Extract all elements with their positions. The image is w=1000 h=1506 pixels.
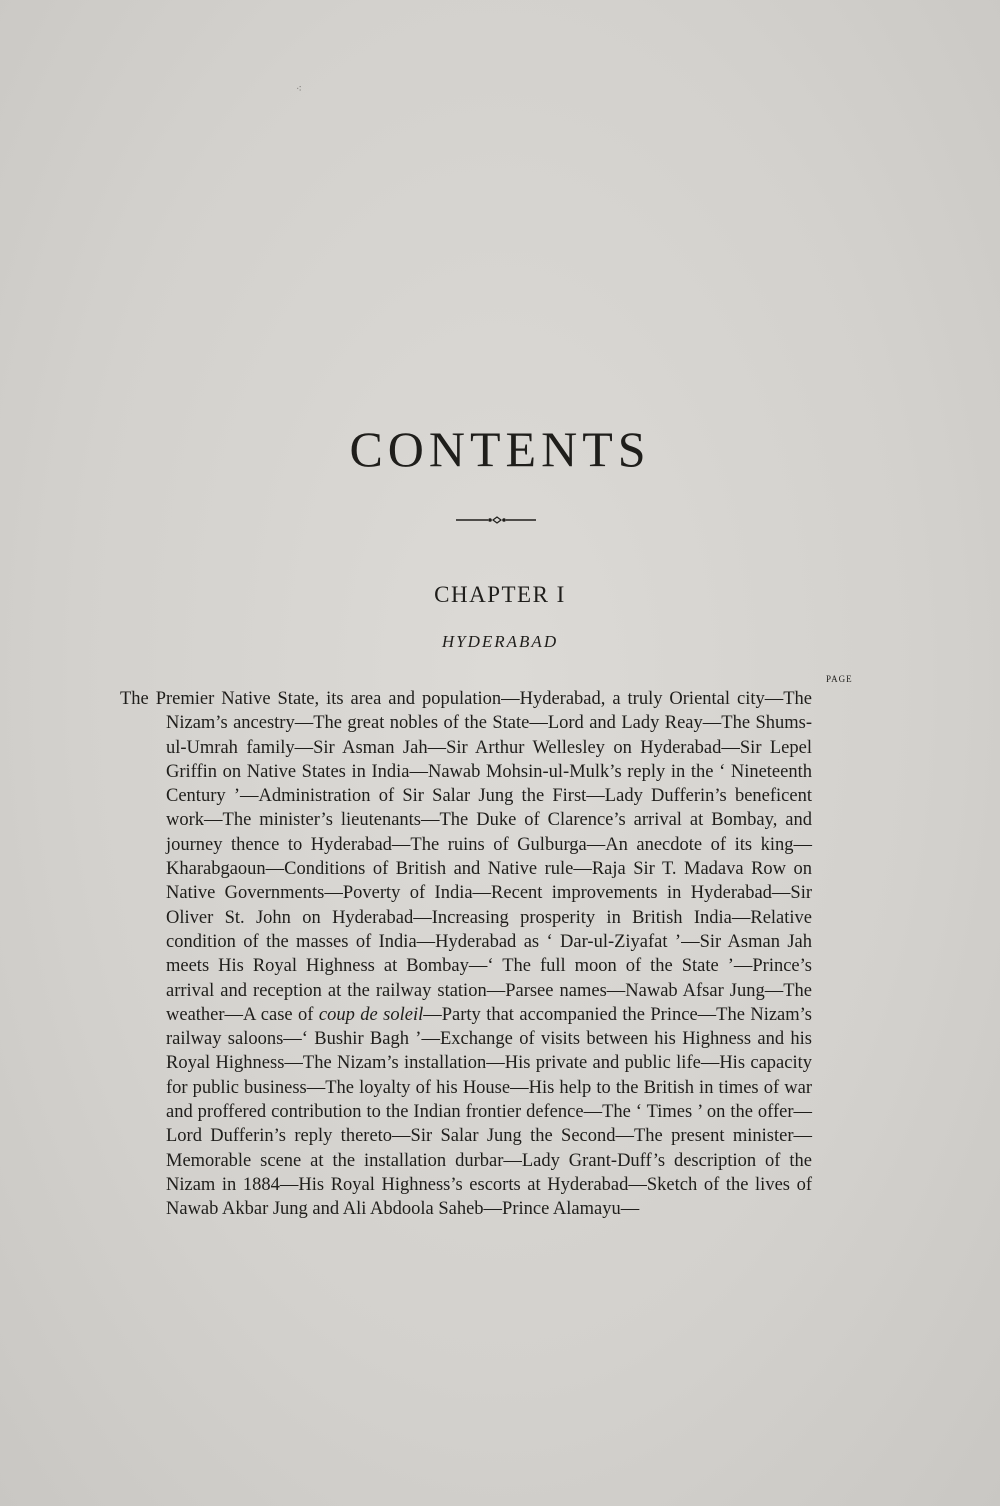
chapter-title: HYDERABAD xyxy=(441,632,559,651)
entry-text-part1: The Premier Native State, its area and population—Hyderabad, a truly Oriental city—The Nizam’s ancestry—The great nobles of the State—Lord and Lady Reay—The Shums-ul-Umrah family—Sir Asman Jah—Sir Arthur Wellesley on Hyderabad—Sir Lepel Griffin on Native States in India—Nawab Mohsin-ul-Mulk’s reply in the ‘ Nineteenth Century ’—Administration of Sir Salar Jung the First—Lady Dufferin’s beneficent work—The minister’s lieutenants—The Duke of Clarence’s arrival at Bombay, and journey thence to Hyderabad—The ruins of Gulburga—An anecdote of its king—Kharabgaoun—Conditions of British and Native rule—Raja Sir T. Madava Row on Native Governments—Poverty of India—Recent improvements in Hyderabad—Sir Oliver St. John on Hyderabad—Increasing prosperity in British India—Relative condition of the masses of India—Hyderabad as ‘ Dar-ul-Ziyafat ’—Sir Asman Jah meets His Royal Highness at Bombay—‘ The full moon of the State ’—Prince’s arrival and reception at the railway station—Parsee names—Nawab Afsar Jung—The weather—A case of xyxy=(120,689,812,1025)
paper-speck: ⁖ xyxy=(296,84,302,95)
chapter-heading: CHAPTER I xyxy=(434,582,566,607)
contents-entry xyxy=(120,687,812,1222)
entry-text-italic: coup de soleil xyxy=(318,1004,424,1025)
entry-text-part2: —Party that accompanied the Prince—The Nizam’s railway saloons—‘ Bushir Bagh ’—Exchange of visits between his Highness and his Royal Highness—The Nizam’s installation—His private and public life—His capacity for public business—The loyalty of his House—His help to the British in times of war and proffered contribution to the Indian frontier defence—The ‘ Times ’ on the offer—Lord Dufferin’s reply thereto—Sir Salar Jung the Second—The present minister—Memorable scene at the installation durbar—Lady Grant-Duff’s description of the Nizam in 1884—His Royal Highness’s escorts at Hyderabad—Sketch of the lives of Nawab Akbar Jung and Ali Abdoola Saheb—Prince Alamayu— xyxy=(166,1004,812,1220)
ornament-divider-icon xyxy=(456,512,536,528)
page-title: CONTENTS xyxy=(349,421,651,477)
page-column-label: PAGE xyxy=(826,674,853,684)
